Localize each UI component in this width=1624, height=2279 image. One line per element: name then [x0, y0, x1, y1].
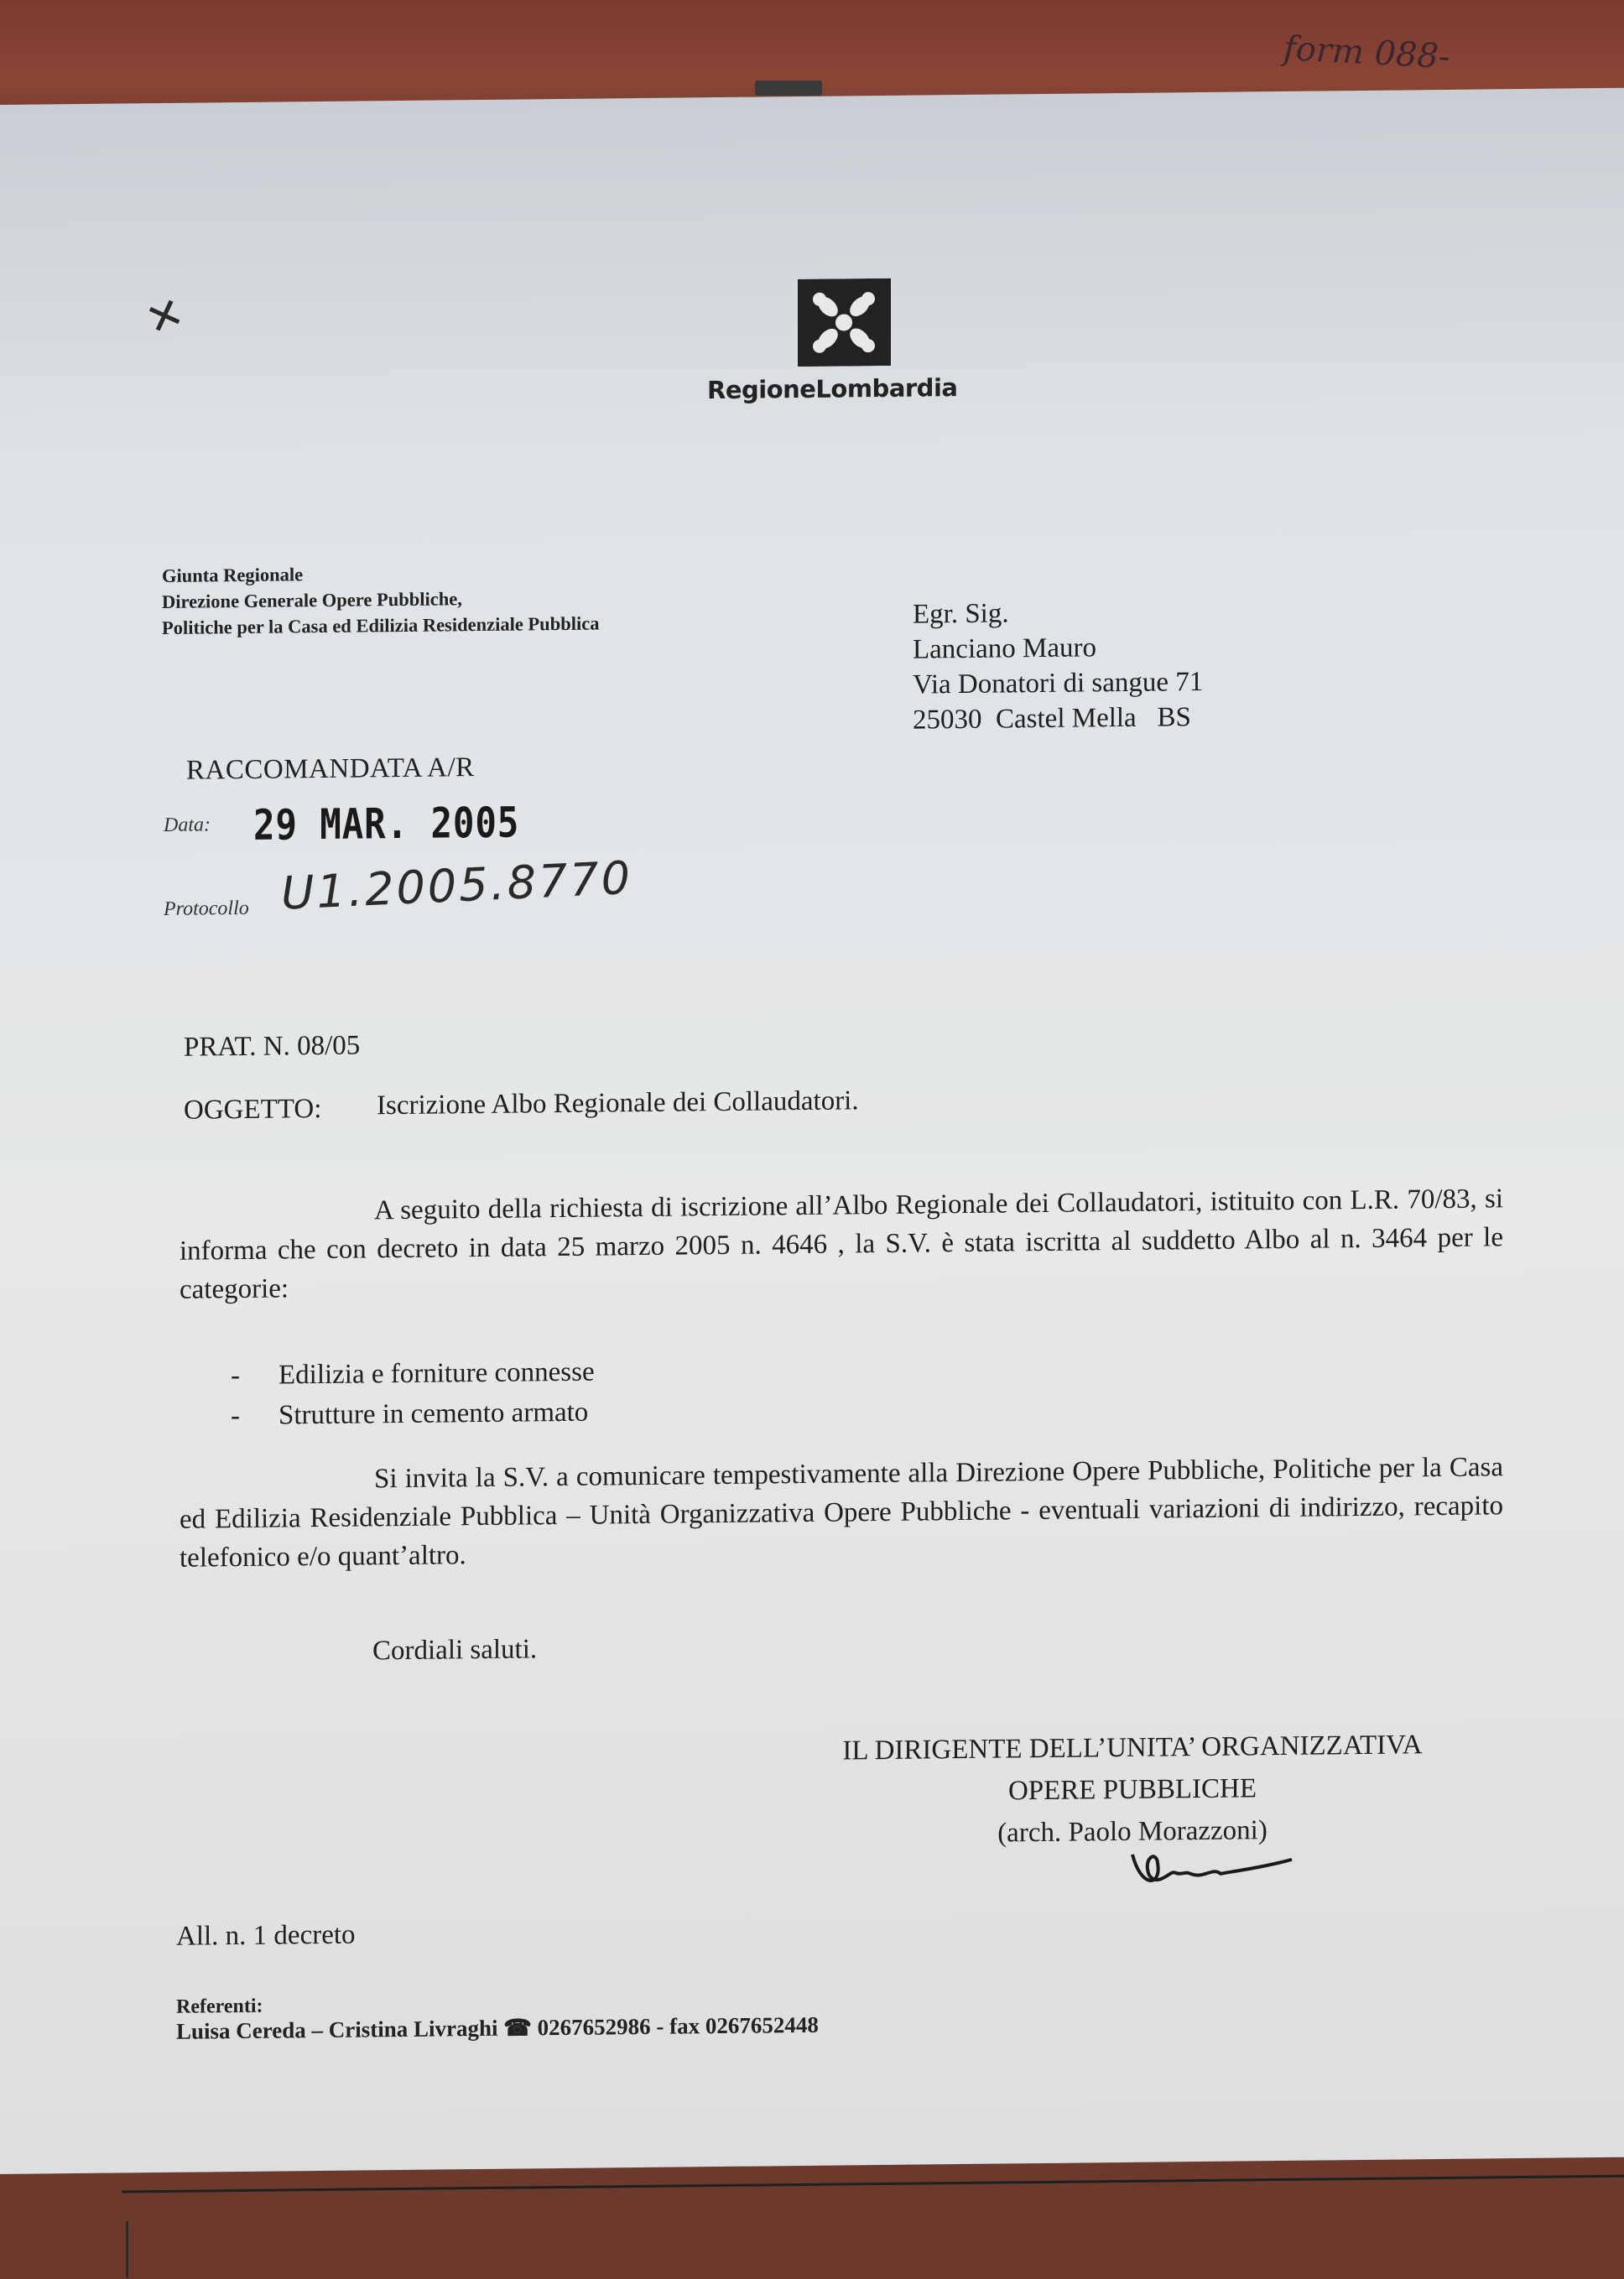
handwritten-signature [1124, 1836, 1300, 1897]
signatory-block [755, 1723, 1510, 1856]
logo-wordmark: RegioneLombardia [707, 373, 958, 405]
sender-line: Giunta Regionale [162, 564, 304, 586]
margin-mark [126, 2221, 128, 2277]
protocol-number: U1.2005.8770 [280, 851, 634, 920]
footer-divider [122, 2175, 1624, 2193]
referents-label: Referenti: [176, 1995, 263, 2018]
closing-salutation: Cordiali saluti. [372, 1634, 538, 1667]
attachments-note: All. n. 1 decreto [176, 1919, 356, 1952]
sender-line: Politiche per la Casa ed Edilizia Residenziale Pubblica [162, 612, 600, 638]
sender-line: Direzione Generale Opere Pubbliche, [162, 588, 462, 612]
recipient-city: 25030 Castel Mella BS [913, 702, 1191, 736]
recipient-salutation: Egr. Sig. [913, 598, 1009, 630]
sender-block [162, 559, 599, 641]
bullet-marker: - [231, 1401, 240, 1432]
body-paragraph-2: Si invita la S.V. a comunicare tempestivamente alla Direzione Opere Pubbliche, Politiche per la Casa ed Edilizia Residenziale Pubblica – Unità Organizzativa Opere Pubbliche - eventuali variazioni di indirizzo, recapito telefonico e/o quant’altro. [180, 1452, 1503, 1574]
date-stamp: 29 MAR. 2005 [253, 798, 520, 850]
subject-label: OGGETTO: [184, 1093, 322, 1126]
bullet-marker: - [231, 1361, 240, 1392]
signatory-unit: OPERE PUBBLICHE [1007, 1773, 1257, 1807]
delivery-type: RACCOMANDATA A/R [186, 752, 475, 786]
regione-lombardia-logo-icon [798, 278, 891, 367]
signatory-title: IL DIRIGENTE DELL’UNITA’ ORGANIZZATIVA [842, 1730, 1423, 1766]
date-label: Data: [164, 814, 211, 836]
referents-contacts: Luisa Cereda – Cristina Livraghi ☎ 0267652986 - fax 0267652448 [176, 2011, 819, 2044]
subject-text: Iscrizione Albo Regionale dei Collaudatori. [377, 1085, 859, 1121]
category-item: Edilizia e forniture connesse [278, 1356, 595, 1391]
paper-clip [755, 81, 822, 96]
practice-number: PRAT. N. 08/05 [184, 1030, 361, 1063]
handwritten-note: form 088- [1282, 29, 1451, 77]
category-item: Strutture in cemento armato [278, 1397, 589, 1431]
pen-x-mark: ✕ [139, 287, 191, 347]
recipient-address [913, 594, 1203, 738]
signatory-name: (arch. Paolo Morazzoni) [997, 1815, 1267, 1849]
recipient-street: Via Donatori di sangue 71 [913, 666, 1204, 700]
recipient-name: Lanciano Mauro [913, 632, 1096, 665]
body-paragraph-1: A seguito della richiesta di iscrizione all’Albo Regionale dei Collaudatori, istituito con L.R. 70/83, si informa che con decreto in data 25 marzo 2005 n. 4646 , la S.V. è stata iscritta al suddetto Albo al n. 3464 per le categorie: [180, 1184, 1503, 1305]
protocol-label: Protocollo [164, 897, 249, 920]
letter-page [0, 88, 1624, 2174]
